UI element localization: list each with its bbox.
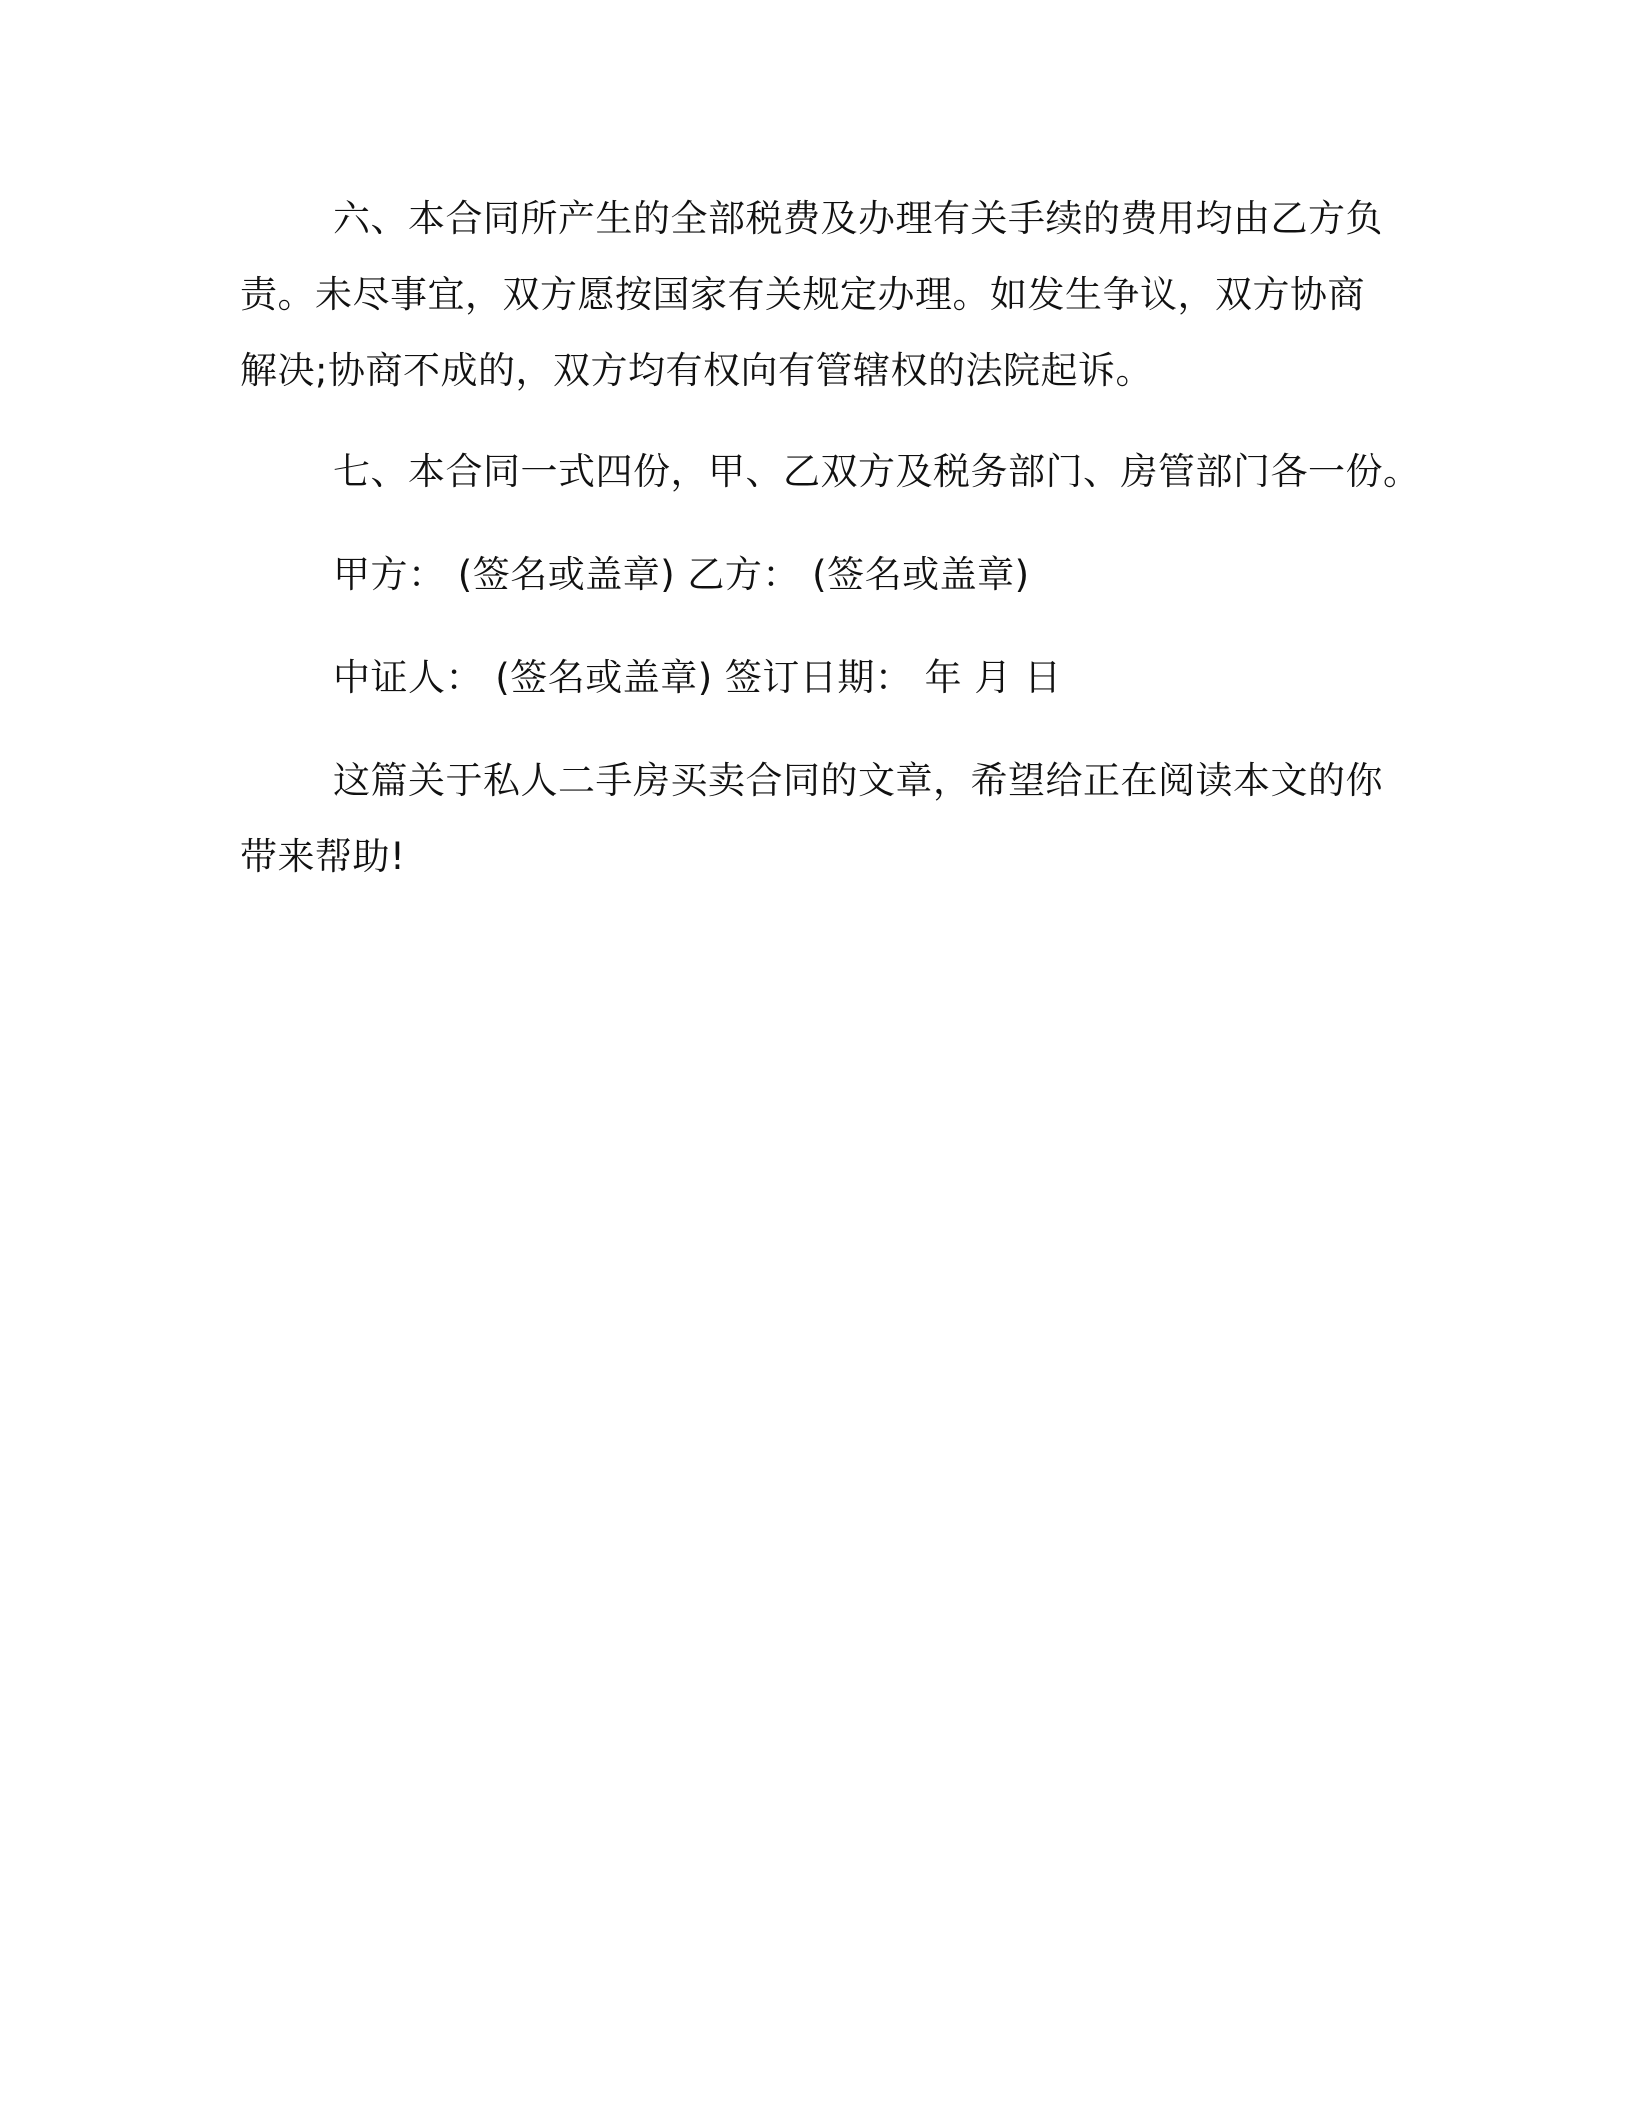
signature-witness-date-line: 中证人： (签名或盖章) 签订日期： 年 月 日 <box>333 656 1062 699</box>
signature-parties-line: 甲方： (签名或盖章) 乙方： (签名或盖章) <box>333 553 1030 596</box>
clause-six-line-1: 六、本合同所产生的全部税费及办理有关手续的费用均由乙方负 <box>333 197 1383 240</box>
clause-seven-line-1: 七、本合同一式四份，甲、乙双方及税务部门、房管部门各一份。 <box>333 450 1421 493</box>
closing-note-line-2: 带来帮助! <box>240 835 406 878</box>
clause-six-line-2: 责。未尽事宜，双方愿按国家有关规定办理。如发生争议，双方协商 <box>240 273 1365 316</box>
closing-note-line-1: 这篇关于私人二手房买卖合同的文章，希望给正在阅读本文的你 <box>333 759 1383 802</box>
clause-six-line-3: 解决;协商不成的，双方均有权向有管辖权的法院起诉。 <box>240 349 1153 392</box>
